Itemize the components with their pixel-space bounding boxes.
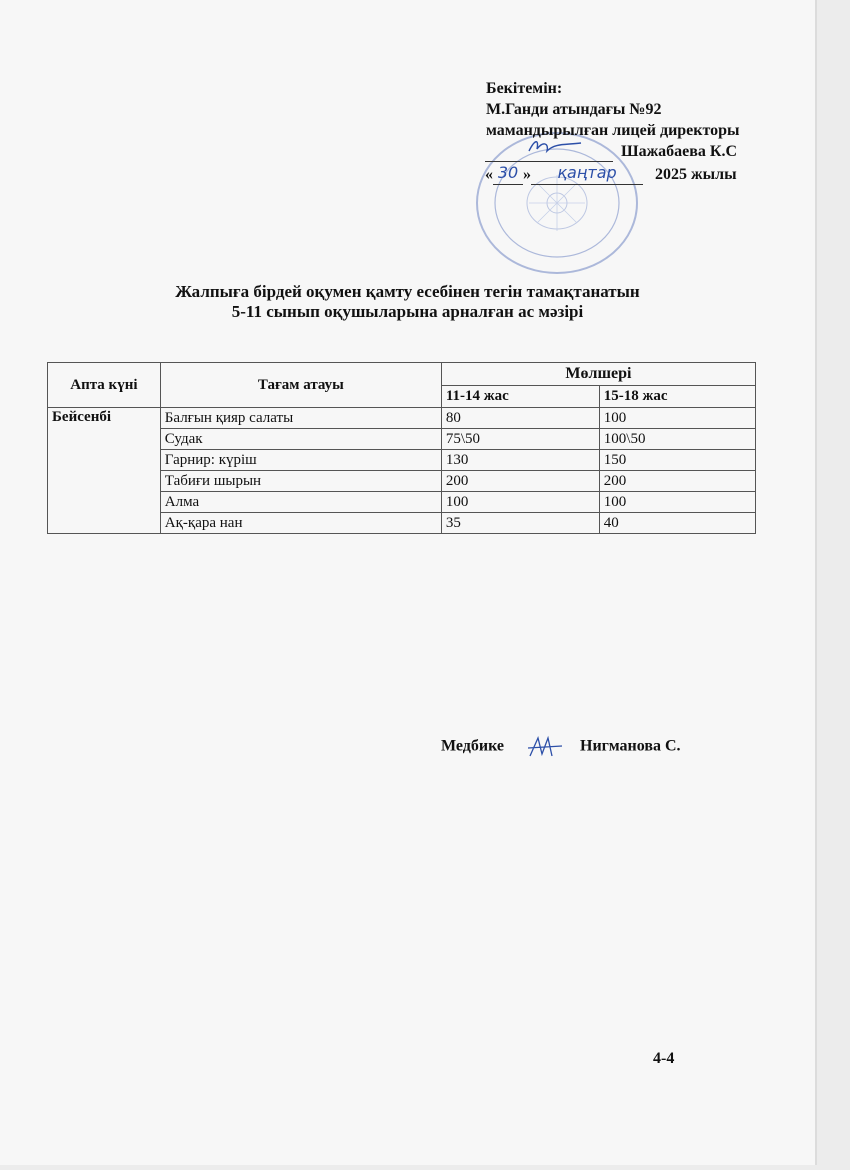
table-header-row (48, 363, 756, 386)
header-age-11-14: 11-14 жас (441, 385, 599, 408)
nurse-name: Нигманова С. (580, 737, 681, 755)
date-day: 30 (497, 163, 519, 182)
dish-cell: Судак (160, 429, 441, 450)
date-quote-open: « (485, 166, 493, 183)
header-amount: Мөлшері (441, 363, 755, 386)
page-number: 4-4 (653, 1050, 675, 1067)
amount-15-18-cell: 100 (599, 492, 755, 513)
amount-11-14-cell: 75\50 (441, 429, 599, 450)
header-dish: Тағам атауы (160, 363, 441, 408)
nurse-handwritten-signature (526, 734, 566, 760)
amount-11-14-cell: 200 (441, 471, 599, 492)
nurse-role: Медбике (441, 737, 505, 755)
table-row (48, 408, 756, 429)
approval-date (485, 162, 816, 185)
menu-table (47, 362, 756, 534)
approval-heading: Бекітемін: (486, 80, 563, 97)
date-quote-close: » (523, 166, 531, 183)
menu-title-line2: 5-11 сынып оқушыларына арналған ас мәзірі (231, 302, 584, 321)
date-day-field (493, 162, 523, 185)
amount-11-14-cell: 100 (441, 492, 599, 513)
date-month: қаңтар (557, 163, 617, 182)
dish-cell: Табиғи шырын (160, 471, 441, 492)
menu-title (0, 282, 815, 322)
director-name: Шажабаева К.С (621, 143, 738, 160)
approval-block (486, 78, 816, 185)
header-day: Апта күні (48, 363, 161, 408)
amount-15-18-cell: 100 (599, 408, 755, 429)
handwritten-signature (525, 137, 585, 157)
amount-11-14-cell: 35 (441, 513, 599, 534)
amount-15-18-cell: 200 (599, 471, 755, 492)
director-signature-line (485, 141, 816, 162)
amount-15-18-cell: 150 (599, 450, 755, 471)
dish-cell: Балғын қияр салаты (160, 408, 441, 429)
dish-cell: Гарнир: күріш (160, 450, 441, 471)
date-year: 2025 жылы (655, 166, 737, 183)
day-cell: Бейсенбі (48, 408, 161, 534)
dish-cell: Алма (160, 492, 441, 513)
amount-15-18-cell: 40 (599, 513, 755, 534)
dish-cell: Ақ-қара нан (160, 513, 441, 534)
lyceum-name: М.Ганди атындағы №92 (486, 101, 662, 118)
amount-11-14-cell: 80 (441, 408, 599, 429)
director-title: мамандырылған лицей директоры (486, 122, 740, 139)
nurse-signature-block (441, 734, 681, 760)
director-signature (485, 143, 613, 162)
amount-11-14-cell: 130 (441, 450, 599, 471)
menu-title-line1: Жалпыға бірдей оқумен қамту есебінен тегін тамақтанатын (175, 282, 640, 301)
date-month-field (531, 162, 643, 185)
amount-15-18-cell: 100\50 (599, 429, 755, 450)
header-age-15-18: 15-18 жас (599, 385, 755, 408)
